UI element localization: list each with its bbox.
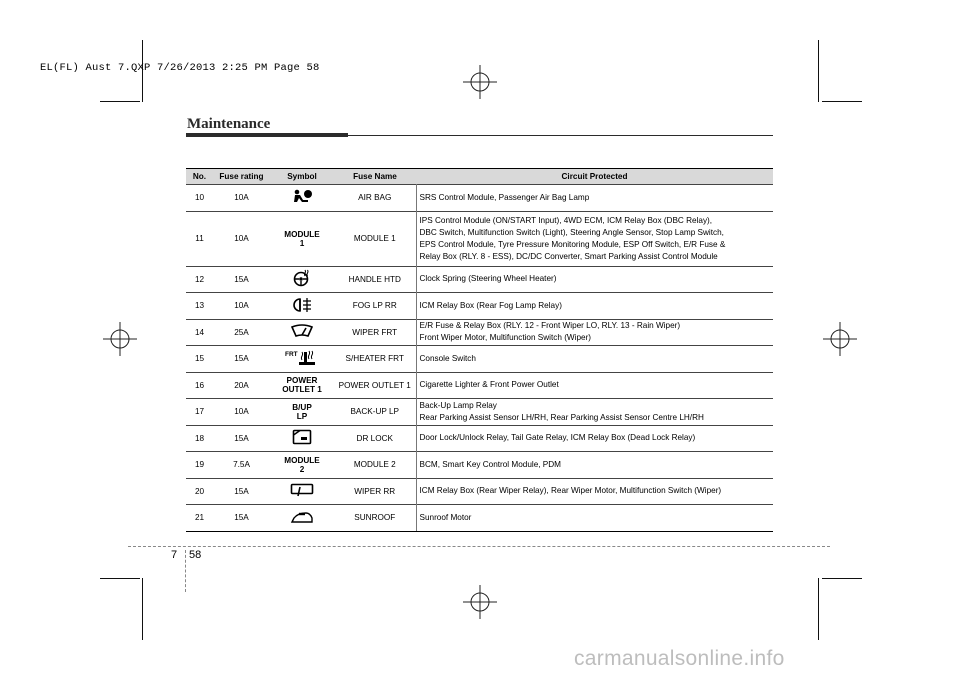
fuse-name-cell: POWER OUTLET 1 <box>334 372 416 399</box>
fuse-rating-cell: 15A <box>213 266 270 293</box>
symbol-cell <box>270 505 334 532</box>
circuit-protected-cell <box>416 425 773 452</box>
fuse-number-cell: 15 <box>186 346 213 373</box>
circuit-line: Rear Parking Assist Sensor LH/RH, Rear Parking Assist Sensor Centre LH/RH <box>419 412 704 422</box>
crop-mark <box>818 40 819 102</box>
fuse-name-cell: S/HEATER FRT <box>334 346 416 373</box>
crop-mark <box>100 578 140 579</box>
circuit-line: Clock Spring (Steering Wheel Heater) <box>419 274 557 284</box>
footer-rule <box>128 546 830 547</box>
page-title: Maintenance <box>187 116 271 132</box>
symbol-cell <box>270 185 334 212</box>
fuse-number-cell: 13 <box>186 293 213 320</box>
circuit-line: Cigarette Lighter & Front Power Outlet <box>419 380 559 390</box>
symbol-cell <box>270 346 334 373</box>
front-wiper-icon <box>290 324 314 340</box>
symbol-cell <box>270 399 334 426</box>
rear-fog-lamp-icon <box>291 297 313 315</box>
fuse-name-cell: MODULE 2 <box>334 452 416 479</box>
fuse-rating-cell: 7.5A <box>213 452 270 479</box>
svg-text:FRT: FRT <box>285 350 298 358</box>
fuse-table <box>186 168 773 532</box>
fuse-name-cell: WIPER FRT <box>334 319 416 346</box>
fuse-rating-cell: 15A <box>213 425 270 452</box>
airbag-icon <box>291 189 313 207</box>
print-slug: EL(FL) Aust 7.QXP 7/26/2013 2:25 PM Page 58 <box>40 62 320 74</box>
symbol-cell <box>270 372 334 399</box>
circuit-line: ICM Relay Box (Rear Fog Lamp Relay) <box>419 300 562 310</box>
fuse-number-cell: 16 <box>186 372 213 399</box>
symbol-text: MODULE 2 <box>284 455 320 474</box>
symbol-text: POWER OUTLET 1 <box>282 376 322 395</box>
symbol-text: B/UP LP <box>292 402 312 421</box>
fuse-rating-cell: 10A <box>213 399 270 426</box>
table-row <box>186 266 773 293</box>
fuse-name-cell: MODULE 1 <box>334 211 416 266</box>
crop-mark <box>100 101 140 102</box>
crop-mark <box>822 101 862 102</box>
symbol-cell <box>270 266 334 293</box>
circuit-protected-cell <box>416 372 773 399</box>
fuse-number-cell: 12 <box>186 266 213 293</box>
header-rule <box>348 135 773 136</box>
fuse-rating-cell: 10A <box>213 293 270 320</box>
fuse-name-cell: DR LOCK <box>334 425 416 452</box>
circuit-line: Door Lock/Unlock Relay, Tail Gate Relay, ICM Relay Box (Dead Lock Relay) <box>419 433 696 443</box>
fuse-rating-cell: 10A <box>213 185 270 212</box>
circuit-line: Front Wiper Motor, Multifunction Switch (Wiper) <box>419 333 592 343</box>
watermark: carmanualsonline.info <box>574 647 785 670</box>
circuit-protected-cell <box>416 346 773 373</box>
symbol-cell <box>270 293 334 320</box>
fuse-rating-cell: 15A <box>213 505 270 532</box>
circuit-protected-cell <box>416 399 773 426</box>
circuit-protected-cell <box>416 478 773 505</box>
fuse-name-cell: HANDLE HTD <box>334 266 416 293</box>
table-row <box>186 185 773 212</box>
fuse-number-cell: 11 <box>186 211 213 266</box>
crop-mark <box>142 578 143 640</box>
registration-mark-icon <box>463 65 497 99</box>
fuse-rating-cell: 15A <box>213 346 270 373</box>
symbol-cell <box>270 452 334 479</box>
table-row <box>186 425 773 452</box>
circuit-protected-cell <box>416 452 773 479</box>
circuit-line: Sunroof Motor <box>419 512 472 522</box>
circuit-line: DBC Switch, Multifunction Switch (Light), Steering Angle Sensor, Stop Lamp Switch, <box>419 227 724 237</box>
front-seat-heater-icon <box>285 349 319 369</box>
circuit-line: Console Switch <box>419 353 476 363</box>
circuit-line: ICM Relay Box (Rear Wiper Relay), Rear Wiper Motor, Multifunction Switch (Wiper) <box>419 486 722 496</box>
table-row <box>186 399 773 426</box>
fuse-rating-cell: 25A <box>213 319 270 346</box>
circuit-line: IPS Control Module (ON/START Input), 4WD ECM, ICM Relay Box (DBC Relay), <box>419 215 713 225</box>
circuit-protected-cell <box>416 293 773 320</box>
fuse-name-cell: FOG LP RR <box>334 293 416 320</box>
heated-steering-wheel-icon <box>293 269 311 289</box>
table-row <box>186 211 773 266</box>
column-header-circuit-protected: Circuit Protected <box>561 172 628 181</box>
fuse-name-cell: AIR BAG <box>334 185 416 212</box>
circuit-line: SRS Control Module, Passenger Air Bag Lamp <box>419 192 590 202</box>
circuit-protected-cell <box>416 266 773 293</box>
symbol-cell <box>270 319 334 346</box>
column-header-fuse-name: Fuse Name <box>353 172 397 181</box>
table-row <box>186 452 773 479</box>
fuse-name-cell: WIPER RR <box>334 478 416 505</box>
fuse-rating-cell: 20A <box>213 372 270 399</box>
crop-mark <box>818 578 819 640</box>
circuit-line: EPS Control Module, Tyre Pressure Monitoring Module, ESP Off Switch, E/R Fuse & <box>419 239 726 249</box>
door-lock-icon <box>292 429 312 447</box>
fuse-number-cell: 20 <box>186 478 213 505</box>
crop-mark <box>822 578 862 579</box>
table-body <box>186 185 773 532</box>
registration-mark-icon <box>463 585 497 619</box>
header-bar <box>186 133 348 137</box>
table-row <box>186 319 773 346</box>
fuse-number-cell: 14 <box>186 319 213 346</box>
page-number: 58 <box>189 549 202 561</box>
fuse-number-cell: 18 <box>186 425 213 452</box>
table-row <box>186 505 773 532</box>
symbol-cell <box>270 478 334 505</box>
column-header-fuse-rating: Fuse rating <box>219 172 264 181</box>
circuit-line: BCM, Smart Key Control Module, PDM <box>419 459 562 469</box>
symbol-cell <box>270 425 334 452</box>
column-header-no: No. <box>192 172 207 181</box>
circuit-line: E/R Fuse & Relay Box (RLY. 12 - Front Wiper LO, RLY. 13 - Rain Wiper) <box>419 321 681 331</box>
circuit-protected-cell <box>416 505 773 532</box>
fuse-number-cell: 19 <box>186 452 213 479</box>
circuit-line: Relay Box (RLY. 8 - ESS), DC/DC Converter, Smart Parking Assist Control Module <box>419 251 718 261</box>
table-row <box>186 372 773 399</box>
circuit-protected-cell <box>416 185 773 212</box>
fuse-name-cell: SUNROOF <box>334 505 416 532</box>
rear-wiper-icon <box>290 483 314 499</box>
registration-mark-icon <box>103 322 137 356</box>
fuse-name-cell: BACK-UP LP <box>334 399 416 426</box>
fuse-number-cell: 17 <box>186 399 213 426</box>
circuit-protected-cell <box>416 211 773 266</box>
fuse-number-cell: 10 <box>186 185 213 212</box>
column-header-symbol: Symbol <box>287 172 317 181</box>
fuse-rating-cell: 15A <box>213 478 270 505</box>
table-header-row <box>186 169 773 185</box>
chapter-number: 7 <box>171 549 178 561</box>
table-row <box>186 478 773 505</box>
registration-mark-icon <box>823 322 857 356</box>
sunroof-icon <box>290 510 314 526</box>
fuse-rating-cell: 10A <box>213 211 270 266</box>
circuit-protected-cell <box>416 319 773 346</box>
symbol-text: MODULE 1 <box>284 229 320 248</box>
circuit-line: Back-Up Lamp Relay <box>419 400 497 410</box>
fuse-number-cell: 21 <box>186 505 213 532</box>
footer-divider <box>185 550 186 592</box>
table-row <box>186 293 773 320</box>
table-row <box>186 346 773 373</box>
symbol-cell <box>270 211 334 266</box>
